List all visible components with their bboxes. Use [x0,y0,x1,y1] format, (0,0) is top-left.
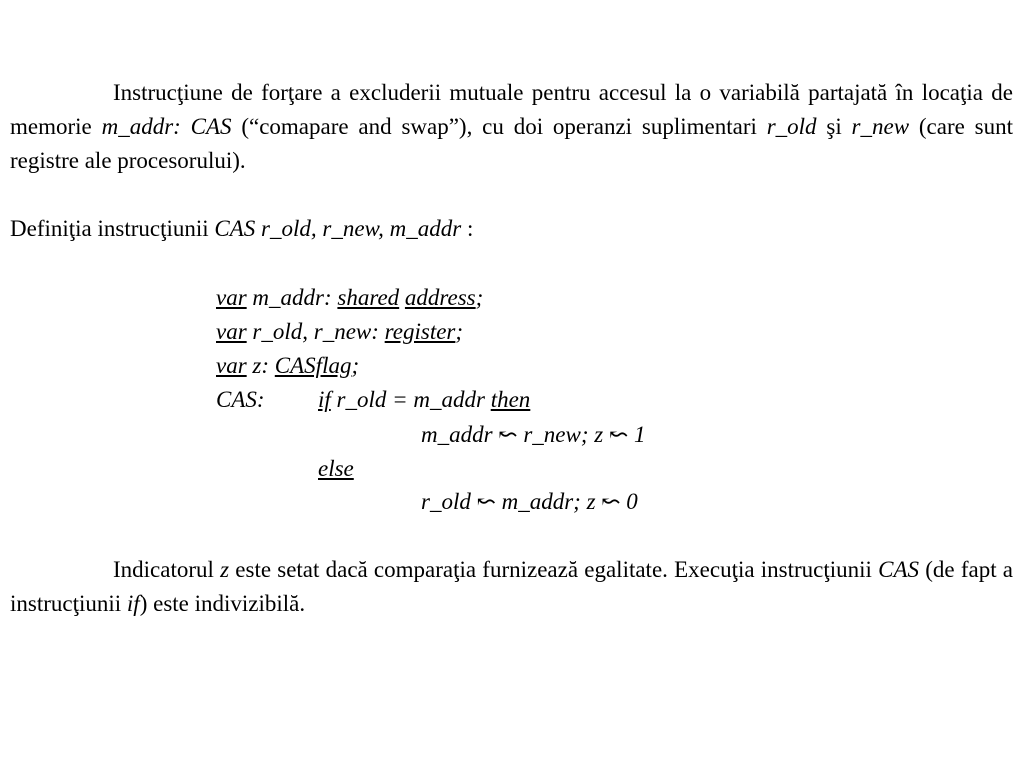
type-casflag: CASflag [274,353,352,378]
type-address: address [404,285,476,310]
code-semicolon: ; [351,353,360,378]
code-text: r_old, r_new: [246,319,385,344]
intro-text-1: Instrucţiune de forţare a excluderii mutuale pentru accesul la o variabilă partajată în locaţia de memorie [10,80,1013,139]
code-text: m_addr: [246,285,338,310]
conclusion-text-1: Indicatorul [113,557,221,582]
keyword-var: var [216,353,247,378]
code-line-4 [318,383,530,417]
intro-term-rnew: r_new [851,114,910,139]
conclusion-term-z: z [220,557,230,582]
code-semicolon: ; [475,285,484,310]
code-line-7: r_old ↜ m_addr; z ↜ 0 [421,489,638,514]
definition-text: Definiţia instrucţiunii [10,216,215,241]
conclusion-paragraph [10,553,1013,621]
keyword-then: then [490,387,531,412]
conclusion-text-4: ) este indivizibilă. [139,591,306,616]
code-line-2 [216,315,463,349]
code-label-cas: CAS: [216,387,265,412]
code-line-1 [216,281,483,315]
intro-term-rold: r_old [766,114,817,139]
definition-signature: CAS r_old, r_new, m_addr [214,216,462,241]
intro-text-3: şi [816,114,852,139]
code-text: z: [246,353,275,378]
keyword-var: var [216,319,247,344]
intro-text-2: (“comapare and swap”), cu doi operanzi suplimentari [231,114,767,139]
conclusion-term-if: if [126,591,140,616]
conclusion-term-cas: CAS [878,557,920,582]
code-condition: r_old = m_addr [330,387,491,412]
keyword-else: else [318,456,354,481]
type-register: register [384,319,456,344]
intro-text-4: (care sunt registre ale procesorului). [10,114,1013,173]
intro-term-maddr-cas: m_addr: CAS [101,114,232,139]
type-shared: shared [337,285,400,310]
definition-line [10,212,473,246]
code-line-5: m_addr ↜ r_new; z ↜ 1 [421,422,646,447]
code-line-6 [318,452,354,486]
intro-paragraph [10,76,1013,178]
definition-colon: : [461,216,474,241]
conclusion-text-2: este setat dacă comparaţia furnizează egalitate. Execuţia instrucţiunii [229,557,879,582]
keyword-var: var [216,285,247,310]
code-line-3 [216,349,359,383]
conclusion-text-3: (de fapt a instrucţiunii [10,557,1014,616]
code-semicolon: ; [455,319,464,344]
keyword-if: if [318,387,331,412]
